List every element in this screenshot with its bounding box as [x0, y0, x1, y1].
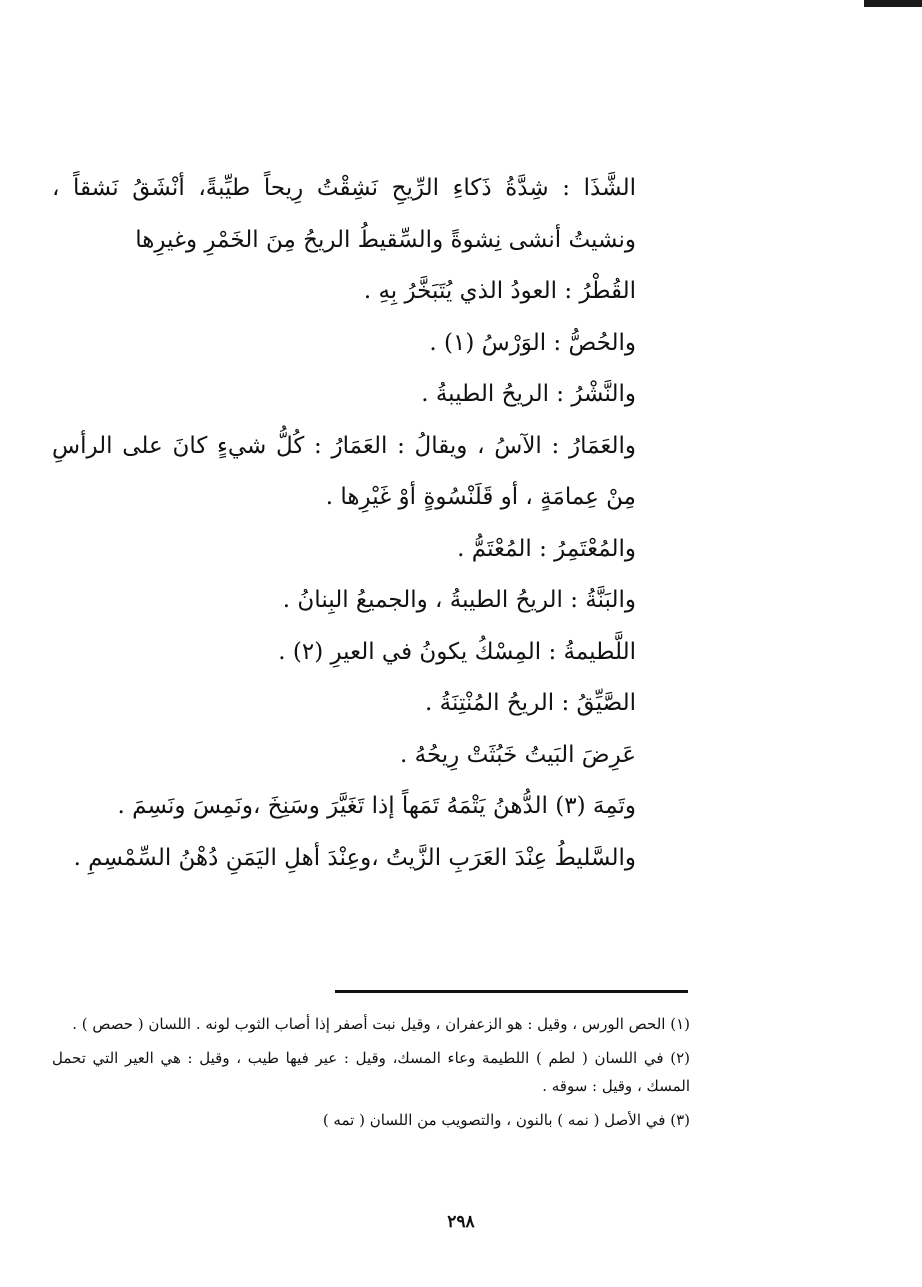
- page-number: ٢٩٨: [447, 1212, 475, 1232]
- footnote-divider: [335, 990, 688, 993]
- entry-mutamir: والمُعْتَمِرُ : المُعْتَمُّ .: [457, 535, 636, 562]
- entry-tamiha: وتَمِهَ (٣) الدُّهنُ يَتْمَهُ تَمَهاً إذا تَغَيَّرَ وسَنِخَ ،ونَمِسَ ونَسِمَ .: [117, 793, 636, 819]
- footnotes: [52, 1010, 690, 1140]
- entry-nashr: والنَّشْرُ : الريحُ الطيبةُ .: [421, 381, 636, 407]
- entry-banna: والبَنَّةُ : الريحُ الطيبةُ ، والجميعُ البِنانُ .: [282, 587, 636, 613]
- page-body: [52, 163, 690, 884]
- entry-salit: والسَّليطُ عِنْدَ العَرَبِ الزَّيتُ ،وعِنْدَ أهلِ اليَمَنِ دُهْنُ السِّمْسِمِ .: [73, 844, 636, 871]
- entry-hus: والحُصُّ : الوَرْسُ (١) .: [429, 329, 636, 356]
- entry-arida: عَرِضَ البَيتُ خَبُثَتْ رِيحُهُ .: [399, 741, 636, 768]
- scan-edge-mark: [864, 0, 922, 7]
- entry-sayyiq: الصَّيِّقُ : الريحُ المُنْتِنَةُ .: [425, 690, 636, 716]
- entry-qutr: القُطْرُ : العودُ الذي يُتَبَخَّرُ بِهِ .: [363, 278, 636, 304]
- footnote-3: (٣) في الأصل ( نمه ) بالنون ، والتصويب من اللسان ( تمه ): [322, 1111, 690, 1129]
- entry-amar: والعَمَارُ : الآسُ ، ويقالُ : العَمَارُ : كُلُّ شيءٍ كانَ على الرأسِ مِنْ عِمامَةٍ ، أو قَلَنْسُوةٍ أوْ غَيْرِها .: [52, 432, 636, 510]
- footnote-1: (١) الحص الورس ، وقيل : هو الزعفران ، وقيل نبت أصفر إذا أصاب الثوب لونه . اللسان ( حصص ) .: [72, 1015, 690, 1033]
- footnote-2: (٢) في اللسان ( لطم ) اللطيمة وعاء المسك، وقيل : عير فيها طيب ، وقيل : هي العير التي تحمل المسك ، وقيل : سوقه .: [52, 1049, 690, 1095]
- entry-shadha: الشَّذَا : شِدَّةُ ذَكاءِ الرِّيحِ نَشِقْتُ رِيحاً طيِّبةً، أنْشَقُ نَشقاً ، ونشيتُ أنشى نِشوةً والسِّقيطُ الريحُ مِنَ الخَمْرِ وغيرِها: [52, 175, 636, 253]
- entry-latima: اللَّطيمةُ : المِسْكُ يكونُ في العيرِ (٢) .: [278, 638, 636, 665]
- main-text: [52, 163, 690, 884]
